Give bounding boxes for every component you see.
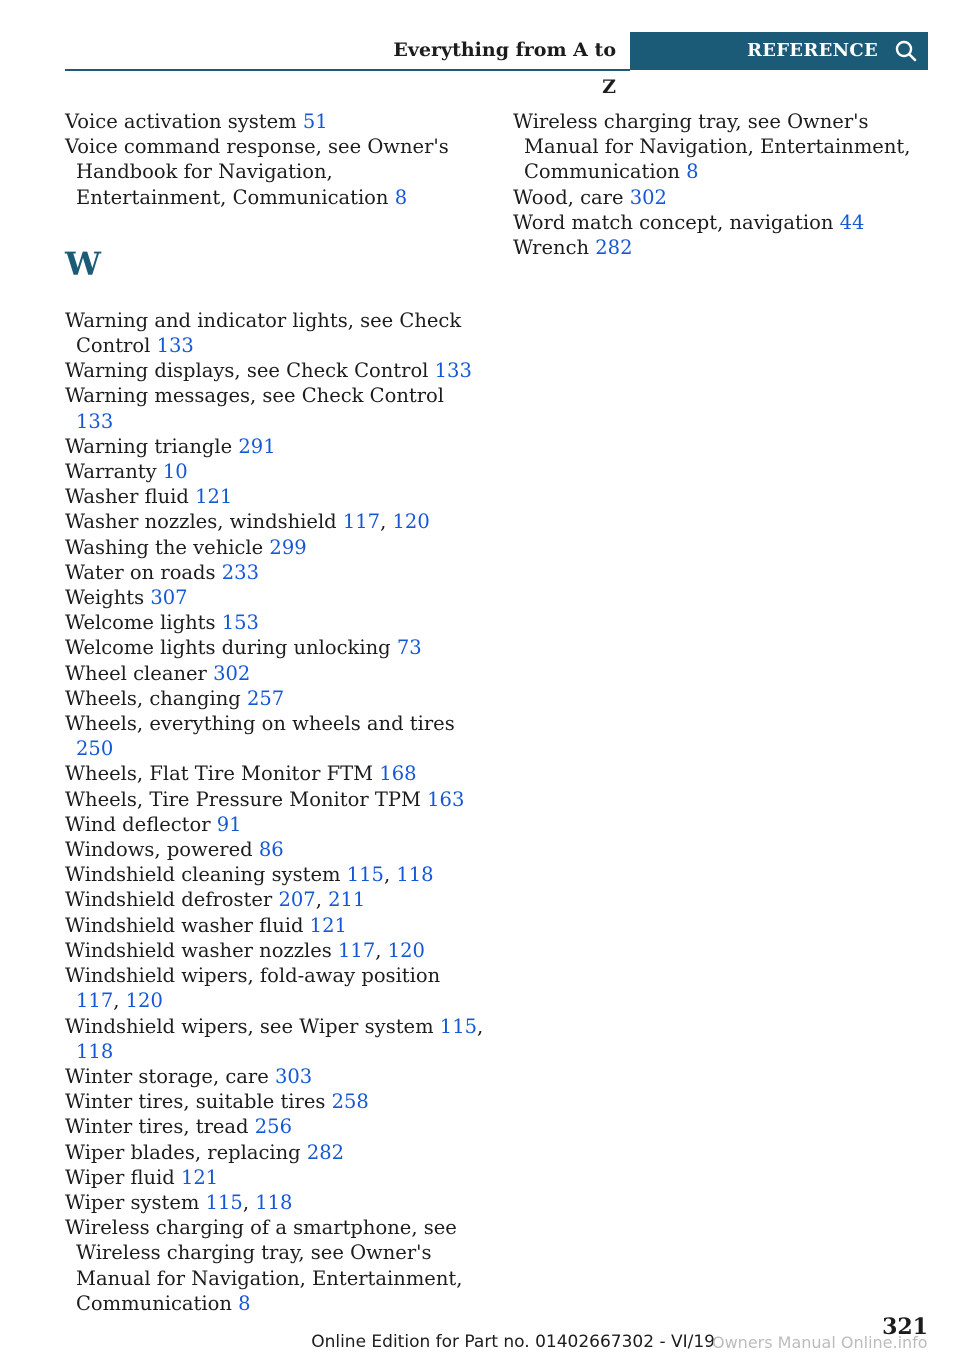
- index-entry: [65, 383, 485, 433]
- page-link[interactable]: 250: [76, 737, 114, 761]
- entry-text: Windshield wipers, see Wiper system: [65, 1014, 440, 1038]
- page-link[interactable]: 153: [221, 611, 259, 635]
- entry-text: Warning messages, see Check Control: [65, 384, 445, 408]
- page-link[interactable]: 118: [76, 1039, 114, 1063]
- page-link[interactable]: 211: [328, 888, 366, 912]
- page-separator: ,: [477, 1014, 484, 1038]
- page-link[interactable]: 120: [125, 989, 163, 1013]
- index-entry: [65, 1064, 485, 1089]
- index-entry: [65, 761, 485, 786]
- page-link[interactable]: 118: [396, 863, 434, 887]
- page-link[interactable]: 117: [342, 510, 381, 534]
- page-link[interactable]: 168: [379, 762, 417, 786]
- page-link[interactable]: 8: [238, 1291, 251, 1315]
- index-column-left: [65, 109, 485, 1316]
- index-entry: [513, 185, 943, 210]
- index-entry: [65, 887, 485, 912]
- page-link[interactable]: 120: [387, 938, 425, 962]
- page-link[interactable]: 133: [156, 334, 194, 358]
- entry-text: Wheel cleaner: [65, 661, 214, 685]
- entry-text: Voice activation system: [65, 110, 303, 133]
- index-entry: [65, 109, 485, 134]
- header-rule: [65, 69, 630, 71]
- entry-text: Washing the vehicle: [65, 535, 270, 559]
- index-entries-w-continued: [513, 109, 943, 260]
- page-link[interactable]: 117: [338, 938, 376, 962]
- entry-text: Warning and indicator lights, see Check Control: [65, 308, 462, 358]
- page-link[interactable]: 91: [216, 812, 242, 836]
- page-link[interactable]: 257: [246, 686, 285, 710]
- page-link[interactable]: 115: [205, 1190, 243, 1214]
- index-entry: [65, 1165, 485, 1190]
- page-separator: ,: [383, 863, 397, 887]
- entry-text: Warning triangle: [65, 434, 239, 458]
- index-entry: [65, 358, 485, 383]
- index-entry: [65, 661, 485, 686]
- index-entry: [65, 787, 485, 812]
- index-entry: [65, 1114, 485, 1139]
- page-link[interactable]: 121: [180, 1165, 219, 1189]
- page-link[interactable]: 307: [150, 586, 188, 610]
- page-link[interactable]: 302: [629, 185, 667, 209]
- page-link[interactable]: 291: [238, 434, 276, 458]
- index-entry: [65, 535, 485, 560]
- page-link[interactable]: 121: [195, 485, 233, 509]
- entry-text: Wireless charging of a smartphone, see Wireless charging tray, see Owner's Manual for Navigation, Entertainment, Communication: [65, 1216, 463, 1315]
- entry-text: Wireless charging tray, see Owner's Manual for Navigation, Entertainment, Communication: [513, 110, 911, 184]
- entry-text: Windshield wipers, fold-away position: [65, 964, 441, 988]
- reference-tab[interactable]: [630, 32, 928, 70]
- index-entry: [65, 434, 485, 459]
- entry-text: Wheels, changing: [65, 686, 247, 710]
- page-link[interactable]: 44: [839, 210, 865, 234]
- page-link[interactable]: 121: [309, 913, 347, 937]
- page-separator: ,: [375, 938, 388, 962]
- index-entry: [65, 1190, 485, 1215]
- page-link[interactable]: 256: [254, 1115, 292, 1139]
- entry-text: Wrench: [513, 236, 596, 260]
- index-entry: [513, 235, 943, 260]
- entry-text: Washer fluid: [65, 485, 196, 509]
- entry-text: Windows, powered: [65, 838, 259, 862]
- entry-text: Wheels, Tire Pressure Monitor TPM: [65, 787, 428, 811]
- entry-text: Windshield washer nozzles: [65, 938, 339, 962]
- entry-text: Wiper blades, replacing: [65, 1140, 307, 1164]
- page-link[interactable]: 163: [427, 787, 465, 811]
- reference-tab-label: REFERENCE: [746, 40, 878, 61]
- index-entry: [65, 1215, 485, 1316]
- index-entry: [65, 484, 485, 509]
- index-entry: [65, 711, 485, 761]
- entry-text: Warranty: [65, 460, 163, 484]
- index-entry: [65, 686, 485, 711]
- entry-text: Windshield defroster: [65, 888, 279, 912]
- page-link[interactable]: 115: [439, 1014, 478, 1038]
- page-separator: ,: [315, 888, 329, 912]
- page-link[interactable]: 302: [213, 661, 251, 685]
- entry-text: Wind deflector: [65, 812, 217, 836]
- index-entry: [65, 862, 485, 887]
- index-entries-v: [65, 109, 485, 210]
- entry-text: Windshield washer fluid: [65, 913, 310, 937]
- entry-text: Wood, care: [513, 185, 630, 209]
- page-number: 321: [882, 1314, 928, 1340]
- entry-text: Washer nozzles, windshield: [65, 510, 343, 534]
- entry-text: Windshield cleaning system: [65, 863, 347, 887]
- index-entry: [65, 635, 485, 660]
- index-entry: [65, 812, 485, 837]
- index-entry: [65, 308, 485, 358]
- page-link[interactable]: 299: [269, 535, 307, 559]
- entry-text: Winter tires, suitable tires: [65, 1090, 332, 1114]
- page-link[interactable]: 51: [302, 110, 328, 133]
- index-entry: [65, 134, 485, 210]
- edition-line: Online Edition for Part no. 01402667302 - VI/19: [311, 1332, 715, 1352]
- index-entry: [65, 585, 485, 610]
- index-entry: [65, 1089, 485, 1114]
- page-separator: ,: [113, 989, 126, 1013]
- entry-text: Wiper system: [65, 1190, 206, 1214]
- index-entry: [65, 459, 485, 484]
- entry-text: Weights: [65, 586, 151, 610]
- letter-heading: W: [65, 244, 101, 283]
- index-entry: [65, 837, 485, 862]
- page-separator: ,: [380, 510, 393, 534]
- page-link[interactable]: 207: [278, 888, 316, 912]
- page-link[interactable]: 117: [76, 989, 114, 1013]
- page-link[interactable]: 73: [396, 636, 422, 660]
- entry-text: Warning displays, see Check Control: [65, 359, 435, 383]
- page-link[interactable]: 282: [306, 1140, 345, 1164]
- entry-text: Winter tires, tread: [65, 1115, 255, 1139]
- page-link[interactable]: 258: [331, 1090, 369, 1114]
- page-link[interactable]: 233: [221, 560, 259, 584]
- index-entry: [65, 560, 485, 585]
- index-column-right: [513, 109, 943, 260]
- page-link[interactable]: 8: [686, 160, 699, 184]
- page-link[interactable]: 8: [394, 185, 408, 209]
- index-entry: [65, 509, 485, 534]
- page-link[interactable]: 303: [274, 1064, 313, 1088]
- page-link[interactable]: 120: [392, 510, 430, 534]
- page-link[interactable]: 115: [346, 863, 384, 887]
- entry-text: Water on roads: [65, 560, 222, 584]
- entry-text: Welcome lights: [65, 611, 222, 635]
- entry-text: Winter storage, care: [65, 1064, 275, 1088]
- page-link[interactable]: 118: [255, 1190, 293, 1214]
- page-link[interactable]: 282: [595, 236, 633, 260]
- index-entry: [65, 963, 485, 1013]
- index-entry: [65, 938, 485, 963]
- entry-text: Wheels, everything on wheels and tires: [65, 712, 455, 736]
- entry-text: Welcome lights during unlocking: [65, 636, 397, 660]
- entry-text: Word match concept, navigation: [513, 210, 840, 234]
- index-entry: [65, 1140, 485, 1165]
- index-entries-w: [65, 308, 485, 1316]
- page-link[interactable]: 133: [434, 359, 472, 383]
- index-entry: [65, 913, 485, 938]
- index-entry: [65, 610, 485, 635]
- page-link[interactable]: 86: [258, 838, 284, 862]
- entry-text: Voice command response, see Owner's Handbook for Navigation, Entertainment, Communication: [65, 135, 449, 209]
- index-entry: [513, 210, 943, 235]
- index-entry: [65, 1014, 485, 1064]
- entry-text: Wiper fluid: [65, 1165, 181, 1189]
- page-link[interactable]: 10: [162, 460, 188, 484]
- watermark-text: Owners Manual Online.info: [712, 1333, 928, 1352]
- page-link[interactable]: 133: [76, 409, 114, 433]
- search-icon[interactable]: [894, 39, 918, 63]
- section-title: Everything from A to Z: [393, 39, 616, 98]
- page-separator: ,: [242, 1190, 256, 1214]
- entry-text: Wheels, Flat Tire Monitor FTM: [65, 762, 380, 786]
- index-entry: [513, 109, 943, 185]
